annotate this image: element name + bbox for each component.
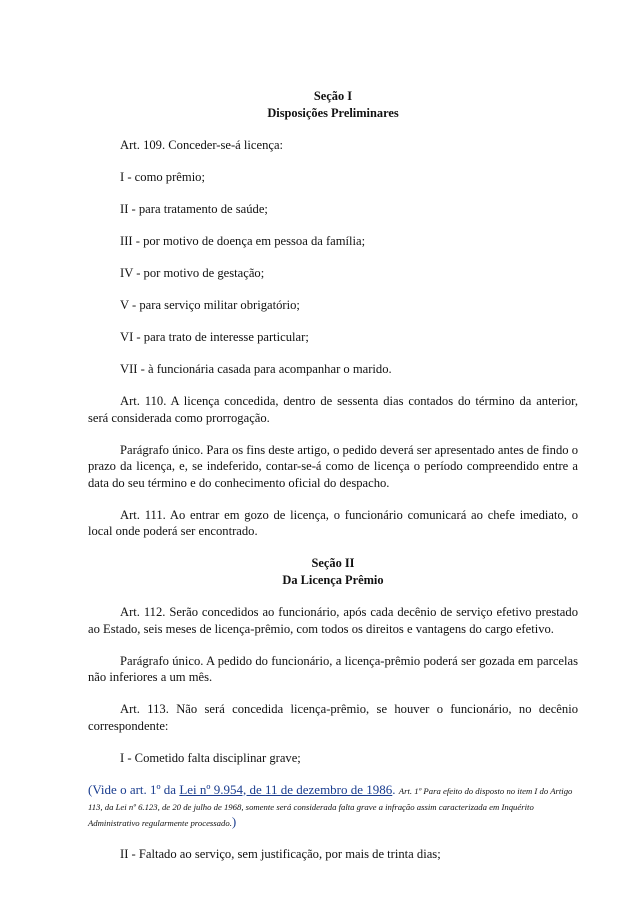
section-title: Seção II bbox=[311, 556, 355, 570]
art-113-item-2: II - Faltado ao serviço, sem justificação, por mais de trinta dias; bbox=[120, 846, 441, 861]
art-110-paragrafo: Parágrafo único. Para os fins deste artigo, o pedido deverá ser apresentado antes de findo o prazo da licença, e, se indeferido, contar-se-á como de licença o período compreendido entre a data do seu término e do conhecimento oficial do despacho. bbox=[88, 442, 578, 490]
art-109-item: III - por motivo de doença em pessoa da família; bbox=[120, 234, 366, 248]
reference-note-text: Art. 1º Para efeito do disposto no item I do Artigo 113, da Lei nº 6.123, de 20 de julho de 1968, somente será considerada falta grave a infração assim caracterizada em Inquérito Administrativo regularmente processado. bbox=[88, 785, 573, 828]
art-113-item-1: I - Cometido falta disciplinar grave; bbox=[120, 750, 301, 765]
art-109-item: VII - à funcionária casada para acompanhar o marido. bbox=[120, 362, 392, 376]
section-title: Seção I bbox=[313, 89, 353, 103]
art-112-paragrafo: Parágrafo único. A pedido do funcionário, a licença-prêmio poderá ser gozada em parcelas não inferiores a um mês. bbox=[88, 653, 578, 684]
art-112-text: Art. 112. Serão concedidos ao funcionário, após cada decênio de serviço efetivo prestado ao Estado, seis meses de licença-prêmio, com todos os direitos e vantagens do cargo efetivo. bbox=[88, 605, 578, 636]
art-111-text: Art. 111. Ao entrar em gozo de licença, o funcionário comunicará ao chefe imediato, o local onde poderá ser encontrado. bbox=[88, 507, 578, 538]
art-109-item: V - para serviço militar obrigatório; bbox=[120, 298, 300, 312]
art-109-item: II - para tratamento de saúde; bbox=[120, 202, 268, 216]
reference-note bbox=[88, 782, 578, 830]
law-link[interactable]: Lei nº 9.954, de 11 de dezembro de 1986 bbox=[179, 781, 393, 797]
art-109-item: IV - por motivo de gestação; bbox=[120, 266, 265, 280]
art-113-text: Art. 113. Não será concedida licença-prêmio, se houver o funcionário, no decênio correspondente: bbox=[88, 702, 578, 733]
reference-suffix: ) bbox=[231, 813, 237, 829]
reference-separator: . bbox=[392, 781, 399, 797]
art-109-item: I - como prêmio; bbox=[120, 170, 205, 184]
section-subtitle: Da Licença Prêmio bbox=[282, 573, 384, 587]
art-109-item: VI - para trato de interesse particular; bbox=[120, 330, 309, 344]
reference-prefix: (Vide o art. 1º da bbox=[88, 781, 180, 797]
section-subtitle: Disposições Preliminares bbox=[267, 106, 399, 120]
art-110-text: Art. 110. A licença concedida, dentro de sessenta dias contados do término da anterior, será considerada como prorrogação. bbox=[88, 394, 578, 425]
art-109-intro: Art. 109. Conceder-se-á licença: bbox=[120, 138, 284, 152]
